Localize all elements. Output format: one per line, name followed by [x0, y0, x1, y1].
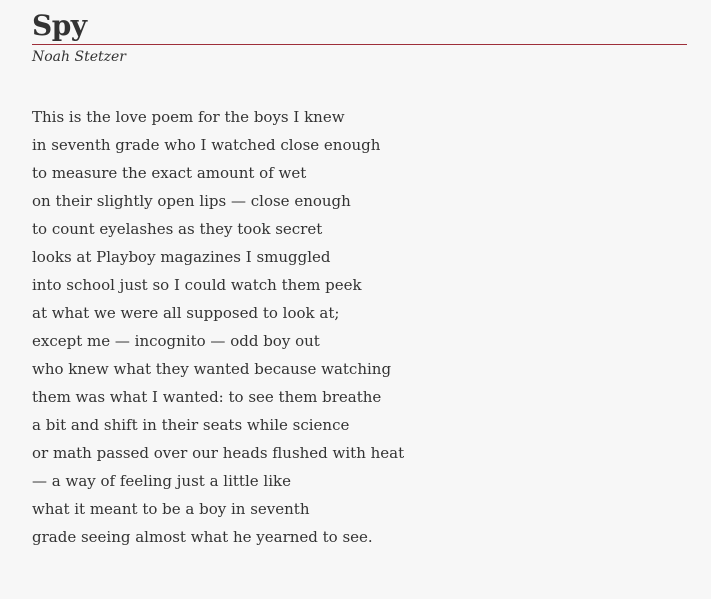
poem-line: grade seeing almost what he yearned to see. — [32, 528, 373, 546]
poem-title: Spy — [32, 9, 87, 42]
poem-line: This is the love poem for the boys I knew — [32, 108, 345, 126]
poem-line: except me — incognito — odd boy out — [32, 332, 320, 350]
poem-line: on their slightly open lips — close enough — [32, 192, 351, 210]
poem-line: — a way of feeling just a little like — [32, 472, 291, 490]
poem-author: Noah Stetzer — [32, 49, 126, 65]
poem-line: a bit and shift in their seats while science — [32, 416, 350, 434]
poem-line: them was what I wanted: to see them breathe — [32, 388, 382, 406]
title-divider — [32, 44, 687, 45]
poem-header — [32, 8, 687, 66]
poem-line: what it meant to be a boy in seventh — [32, 500, 310, 518]
poem-line: or math passed over our heads flushed with heat — [32, 444, 405, 462]
poem-line: in seventh grade who I watched close enough — [32, 136, 381, 154]
poem-body — [32, 103, 652, 551]
poem-line: who knew what they wanted because watching — [32, 360, 392, 378]
poem-line: to measure the exact amount of wet — [32, 164, 307, 182]
poem-line: looks at Playboy magazines I smuggled — [32, 248, 331, 266]
poem-line: at what we were all supposed to look at; — [32, 304, 340, 322]
poem-line: to count eyelashes as they took secret — [32, 220, 323, 238]
poem-line: into school just so I could watch them peek — [32, 276, 362, 294]
